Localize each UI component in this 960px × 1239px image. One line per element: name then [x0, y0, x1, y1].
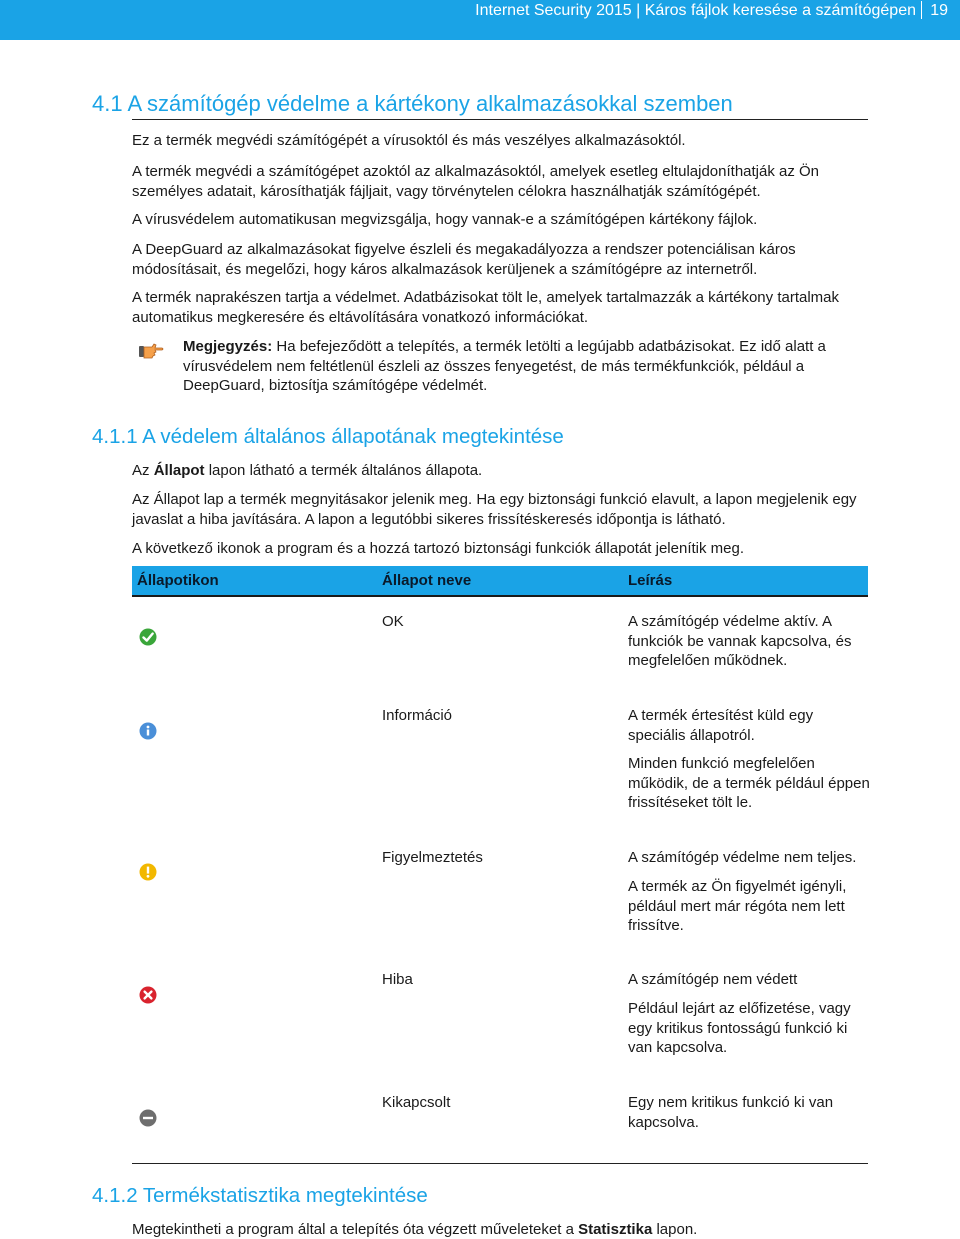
info-icon	[139, 722, 157, 740]
header-title: Internet Security 2015 | Káros fájlok keresése a számítógépen	[475, 2, 916, 19]
status-desc-error-2: Például lejárt az előfizetése, vagy egy kritikus fontosságú funkció ki van kapcsolva.	[628, 1000, 851, 1056]
statistics-paragraph	[132, 1220, 874, 1239]
column-header-description: Leírás	[628, 572, 673, 589]
status-name-error: Hiba	[382, 971, 413, 988]
status-name-info: Információ	[382, 707, 453, 724]
text-run: lapon látható a termék általános állapota.	[204, 462, 483, 479]
pointing-hand-icon	[138, 342, 164, 360]
page-header	[0, 0, 960, 40]
statistics-tab-name: Statisztika	[578, 1221, 653, 1238]
status-name-disabled: Kikapcsolt	[382, 1094, 451, 1111]
table-header-row	[132, 566, 868, 597]
ok-check-icon	[139, 628, 157, 646]
heading-rule	[132, 119, 868, 120]
status-desc-warning-1: A számítógép védelme nem teljes.	[628, 849, 857, 866]
subsection-heading-statistics: 4.1.2 Termékstatisztika megtekintése	[92, 1184, 428, 1207]
status-desc-ok: A számítógép védelme aktív. A funkciók be vannak kapcsolva, és megfelelően működnek.	[628, 613, 852, 669]
note-text: Ha befejeződött a telepítés, a termék letölti a legújabb adatbázisokat. Ez idő alatt a vírusvédelem nem feltétlenül észleli az összes fenyegetést, de más termékfunkciók, például a DeepGuard, biztosítja számítógépe védelmét.	[183, 338, 826, 394]
disabled-icon	[139, 1109, 157, 1127]
intro-paragraph: Ez a termék megvédi számítógépét a vírusoktól és más veszélyes alkalmazásoktól.	[132, 132, 686, 149]
text-run: Megtekintheti a program által a telepítés óta végzett műveleteket a	[132, 1221, 579, 1238]
status-desc-error-1: A számítógép nem védett	[628, 971, 798, 988]
status-desc-disabled: Egy nem kritikus funkció ki van kapcsolva.	[628, 1094, 834, 1131]
error-icon	[139, 986, 157, 1004]
header-separator	[921, 1, 922, 19]
table-bottom-rule	[132, 1163, 868, 1164]
status-name-ok: OK	[382, 613, 404, 630]
deepguard-paragraph: A DeepGuard az alkalmazásokat figyelve észleli és megakadályozza a rendszer potenciálisan káros módosításait, és megelőzi, hogy káros alkalmazások kerüljenek a számítógépre az internetről.	[132, 241, 796, 278]
update-paragraph: A termék naprakészen tartja a védelmet. Adatbázisokat tölt le, amelyek tartalmazzák a kártékony tartalmak automatikus megkeresére és eltávolítására vonatkozó információkat.	[132, 289, 839, 326]
note-box	[183, 337, 873, 396]
status-desc-warning-2: A termék az Ön figyelmét igényli, például mert már régóta nem lett frissítve.	[628, 878, 847, 934]
protection-paragraph: A termék megvédi a számítógépet azoktól az alkalmazásoktól, amelyek esetleg eltulajdoníthatják az Ön személyes adatait, károsíthatják fájljait, vagy törvénytelen célokra használhatják számítógépét.	[132, 163, 820, 200]
column-header-name: Állapot neve	[382, 572, 472, 589]
status-name-warning: Figyelmeztetés	[382, 849, 483, 866]
text-run: lapon.	[652, 1221, 698, 1238]
antivirus-paragraph: A vírusvédelem automatikusan megvizsgálja, hogy vannak-e a számítógépen kártékony fájlok.	[132, 211, 758, 228]
status-tab-paragraph	[132, 461, 874, 481]
status-tab-detail-paragraph: Az Állapot lap a termék megnyitásakor jelenik meg. Ha egy biztonsági funkció elavult, a lapon megjelenik egy javaslat a hiba javítására. A lapon a legutóbbi sikeres frissítéskeresés időpontja is látható.	[132, 491, 857, 528]
text-run: Az	[132, 462, 154, 479]
note-label: Megjegyzés:	[183, 338, 273, 355]
status-tab-name: Állapot	[153, 462, 205, 479]
column-header-icon: Állapotikon	[137, 572, 219, 589]
subsection-heading-status: 4.1.1 A védelem általános állapotának megtekintése	[92, 425, 564, 448]
status-desc-info-1: A termék értesítést küld egy speciális állapotról.	[628, 707, 814, 744]
warning-icon	[139, 863, 157, 881]
page-number: 19	[930, 2, 948, 19]
section-heading: 4.1 A számítógép védelme a kártékony alkalmazásokkal szemben	[92, 91, 733, 116]
status-desc-info-2: Minden funkció megfelelően működik, de a termék például éppen frissítéseket tölt le.	[628, 755, 870, 811]
icons-intro-paragraph: A következő ikonok a program és a hozzá tartozó biztonsági funkciók állapotát jelenítik meg.	[132, 540, 745, 557]
